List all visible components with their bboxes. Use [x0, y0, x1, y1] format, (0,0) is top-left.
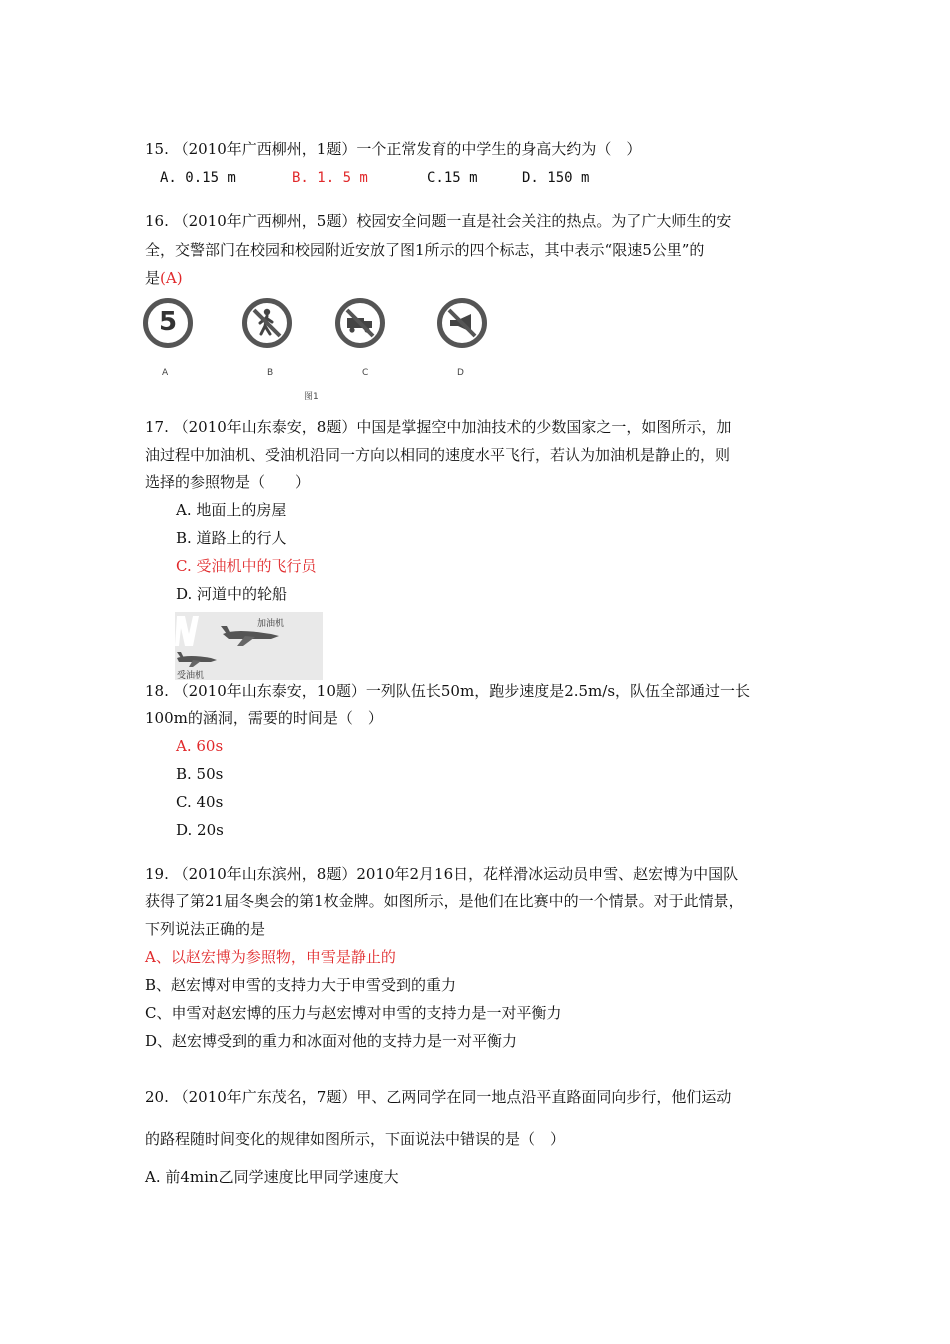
q16-stem-line-1: 16. （2010年广西柳州，5题）校园安全问题一直是社会关注的热点。为了广大师生的安 — [145, 212, 732, 230]
q19-stem-line-2: 获得了第21届冬奥会的第1枚金牌。如图所示，是他们在比赛中的一个情景。对于此情景， — [145, 892, 744, 910]
q17-option-b: B. 道路上的行人 — [176, 529, 287, 547]
receiver-label: 受油机 — [177, 671, 205, 681]
pedestrian-icon — [247, 303, 287, 343]
q19-stem-line-3: 下列说法正确的是 — [145, 920, 266, 938]
no-motor-vehicles-sign — [335, 298, 385, 348]
sign-label-d: D — [457, 368, 464, 378]
q18-stem-line-2: 100m的涵洞，需要的时间是（ ） — [145, 709, 383, 727]
sign-label-a: A — [162, 368, 169, 378]
q18-option-b: B. 50s — [176, 765, 224, 783]
q17-stem-line-1: 17. （2010年山东泰安，8题）中国是掌握空中加油技术的少数国家之一，如图所示，加 — [145, 418, 732, 436]
no-pedestrians-sign — [242, 298, 292, 348]
tanker-label: 加油机 — [257, 619, 285, 629]
q18-option-c: C. 40s — [176, 793, 224, 811]
q17-stem-line-3: 选择的参照物是（ ） — [145, 473, 311, 491]
q15-stem: 15. （2010年广西柳州，1题）一个正常发育的中学生的身高大约为（ ） — [145, 140, 642, 158]
sign-label-b: B — [267, 368, 274, 378]
horn-icon — [442, 303, 482, 343]
speed-limit-number: 5 — [158, 307, 178, 337]
q15-option-a: A. 0.15 m — [160, 170, 236, 186]
q15-option-d: D. 150 m — [522, 170, 590, 186]
q17-option-a: A. 地面上的房屋 — [176, 501, 287, 519]
q19-option-d: D、赵宏博受到的重力和冰面对他的支持力是一对平衡力 — [145, 1032, 518, 1050]
q16-stem-line-2: 全，交警部门在校园和校园附近安放了图1所示的四个标志，其中表示“限速5公里”的 — [145, 241, 705, 259]
q17-option-c-answer: C. 受油机中的飞行员 — [176, 557, 317, 575]
figure-caption: 图1 — [304, 392, 319, 402]
q17-stem-line-2: 油过程中加油机、受油机沿同一方向以相同的速度水平飞行，若认为加油机是静止的，则 — [145, 446, 731, 464]
q16-stem-line-3-text: 是 — [145, 269, 161, 287]
refueling-aircraft-image — [175, 612, 323, 680]
q18-stem-line-1: 18. （2010年山东泰安，10题）一列队伍长50m，跑步速度是2.5m/s，队伍全部通过一长 — [145, 682, 751, 700]
q19-option-a-answer: A、以赵宏博为参照物，申雪是静止的 — [145, 948, 396, 966]
q19-stem-line-1: 19. （2010年山东滨州，8题）2010年2月16日，花样滑冰运动员申雪、赵宏博为中国队 — [145, 865, 739, 883]
q15-option-b-answer: B. 1. 5 m — [292, 170, 368, 186]
truck-icon — [340, 303, 380, 343]
q20-stem-line-2: 的路程随时间变化的规律如图所示，下面说法中错误的是（ ） — [145, 1130, 566, 1148]
q20-option-a: A. 前4min乙同学速度比甲同学速度大 — [145, 1168, 399, 1186]
q20-stem-line-1: 20. （2010年广东茂名，7题）甲、乙两同学在同一地点沿平直路面同向步行，他们运动 — [145, 1088, 732, 1106]
q15-option-c: C.15 m — [427, 170, 478, 186]
sign-label-c: C — [362, 368, 369, 378]
q18-option-d: D. 20s — [176, 821, 224, 839]
q19-option-c: C、申雪对赵宏博的压力与赵宏博对申雪的支持力是一对平衡力 — [145, 1004, 562, 1022]
no-honking-sign — [437, 298, 487, 348]
q18-option-a-answer: A. 60s — [176, 737, 224, 755]
q17-option-d: D. 河道中的轮船 — [176, 585, 288, 603]
speed-limit-sign — [143, 298, 193, 348]
q16-answer: (A) — [160, 269, 183, 287]
q19-option-b: B、赵宏博对申雪的支持力大于申雪受到的重力 — [145, 976, 457, 994]
q16-stem-line-3 — [145, 268, 183, 288]
